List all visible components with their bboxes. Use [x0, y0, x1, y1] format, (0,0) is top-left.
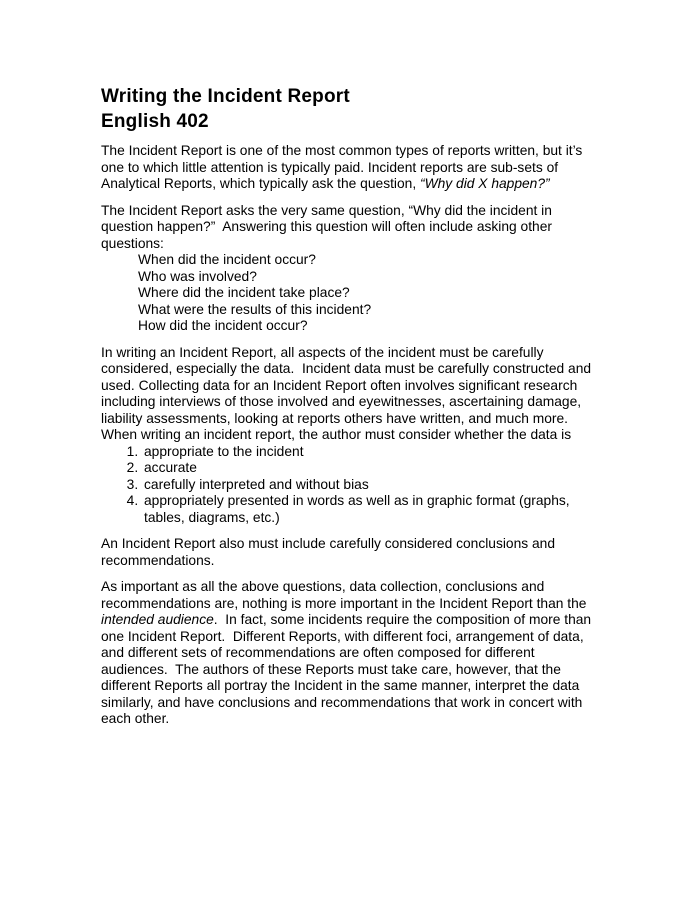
text-run: . In fact, some incidents require the composition of more than one Incident Report. Different Reports, with different foci, arrangement of data, and different sets of recommendations are often composed for different audiences. The authors of these Reports must take care, however, that the different Reports all portray the Incident in the same manner, interpret the data similarly, and have conclusions and recommendations that work in concert with each other. — [101, 612, 595, 726]
question-list — [101, 252, 599, 335]
text-run: As important as all the above questions, data collection, conclusions and recommendations are, nothing is more important in the Incident Report than the — [101, 579, 591, 611]
paragraph — [101, 345, 599, 444]
numbered-item: 1. appropriate to the incident — [142, 444, 599, 461]
numbered-item: 3. carefully interpreted and without bias — [142, 477, 599, 494]
document-title — [101, 84, 696, 134]
numbered-item: 4. appropriately presented in words as well as in graphic format (graphs, tables, diagrams, etc.) — [142, 493, 599, 526]
italic-text-run: “Why did X happen?” — [420, 176, 550, 191]
paragraph — [101, 536, 599, 569]
question-line: Where did the incident take place? — [138, 285, 350, 300]
question-line: Who was involved? — [138, 268, 257, 284]
document-body — [101, 143, 599, 728]
numbered-list — [101, 444, 599, 527]
title-line-course-topic: Writing the Incident Report — [101, 86, 350, 107]
italic-text-run: intended audience — [101, 612, 214, 627]
title-line-course-name: English 402 — [101, 111, 209, 132]
paragraph — [101, 203, 599, 253]
paragraph — [101, 143, 599, 193]
text-run: An Incident Report also must include carefully considered conclusions and recommendations. — [101, 536, 559, 568]
paragraph — [101, 579, 599, 728]
numbered-item: 2. accurate — [142, 460, 599, 477]
text-run: The Incident Report asks the very same question, “Why did the incident in question happen?” Answering this question will often include asking other questions: — [101, 202, 556, 251]
text-run: The Incident Report is one of the most common types of reports written, but it’s one to which little attention is typically paid. Incident reports are sub-sets of Analytical Reports, which typically ask the question, — [101, 143, 587, 191]
text-run: In writing an Incident Report, all aspects of the incident must be carefully considered, especially the data. Incident data must be carefully constructed and used. Collecting data for an Incident Report often involves significant research including interviews of those involved and eyewitnesses, ascertaining damage, liability assessments, looking at reports others have written, and much more. When writing an incident report, the author must consider whether the data is — [101, 344, 595, 442]
question-line: When did the incident occur? — [138, 252, 316, 267]
question-line: What were the results of this incident? — [138, 301, 372, 317]
question-line: How did the incident occur? — [138, 318, 308, 333]
